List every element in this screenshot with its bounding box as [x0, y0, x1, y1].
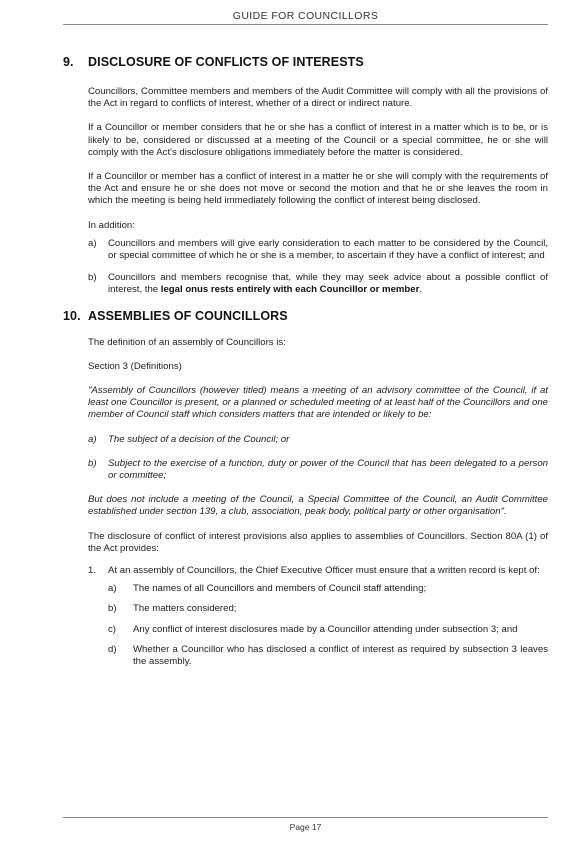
section-9-paragraph: If a Councillor or member considers that he or she has a conflict of interest in a matter which is to be, or is likely to be, considered or discussed at a meeting of the Council or a special committee, he or she will comply with the Act's disclosure obligations immediately before the matter is considered. [88, 122, 548, 158]
list-marker: c) [108, 623, 116, 635]
emphasis-text: legal onus rests entirely with each Councillor or member [160, 284, 420, 296]
list-marker: b) [88, 272, 97, 284]
section-9-body [88, 86, 548, 297]
section-9-paragraph: In addition: [88, 219, 135, 231]
list-item-text-start: Councillors and members recognise that, while they may seek advice about a possible conflict of interest, the [108, 272, 548, 296]
list-item [88, 272, 548, 296]
section-9-title: DISCLOSURE OF CONFLICTS OF INTERESTS [88, 55, 364, 69]
section-9-paragraph: Councillors, Committee members and members of the Audit Committee will comply with all the provisions of the Act in regard to conflicts of interest, whether of a direct or indirect nature. [88, 86, 548, 110]
list-item-text: The subject of a decision of the Council; or [108, 433, 290, 445]
list-item-text: Subject to the exercise of a function, duty or power of the Council that has been delegated to a person or committee; [108, 457, 548, 482]
section-10-paragraph: The definition of an assembly of Councillors is: [88, 336, 286, 348]
list-marker: b) [88, 457, 97, 469]
section-9-number: 9. [63, 55, 74, 69]
quote-list-item [88, 434, 548, 446]
section-10-body [88, 337, 548, 669]
sub-list-item [108, 644, 548, 668]
list-marker: a) [88, 237, 97, 249]
page-header: GUIDE FOR COUNCILLORS [232, 10, 379, 22]
section-10-paragraph: Section 3 (Definitions) [88, 360, 182, 372]
section-10-heading [63, 309, 548, 323]
list-item-text: The names of all Councillors and members of Council staff attending; [133, 583, 427, 595]
page-number: Page 17 [289, 822, 322, 832]
section-10-number: 10. [63, 308, 81, 323]
list-item-text: Councillors and members will give early consideration to each matter to be considered by the Council, or special committee of which he or she is a member, to ascertain if they have a conflict of interest; and [108, 237, 548, 262]
footer-rule [63, 817, 548, 818]
list-item-text: Whether a Councillor who has disclosed a conflict of interest as required by subsection 3 leaves the assembly. [133, 643, 548, 668]
list-item-text: The matters considered; [133, 603, 237, 615]
list-marker: a) [88, 433, 97, 445]
section-10-title: ASSEMBLIES OF COUNCILLORS [88, 308, 288, 323]
sub-list-item [108, 603, 548, 615]
section-10-paragraph: The disclosure of conflict of interest provisions also applies to assemblies of Councillors. Section 80A (1) of the Act provides: [88, 530, 548, 554]
list-item-text-end: . [419, 284, 423, 296]
list-item-text: Any conflict of interest disclosures made by a Councillor attending under subsection 3; and [133, 623, 518, 635]
definition-quote: "Assembly of Councillors (however titled) means a meeting of an advisory committee of the Council, if at least one Councillor is present, or a planned or scheduled meeting of at least half of the Councillors and one member of Council staff which considers matters that are intended or likely to be: [88, 385, 548, 421]
list-marker: 1. [88, 565, 97, 577]
page-content [63, 55, 548, 668]
sub-list-item [108, 583, 548, 595]
header-rule [63, 24, 548, 25]
quote-list-item [88, 458, 548, 482]
sub-list-item [108, 624, 548, 636]
numbered-item [88, 565, 548, 577]
section-9-paragraph: If a Councillor or member has a conflict of interest in a matter he or she will comply with the requirements of the Act and ensure he or she does not move or second the motion and that he or she leaves the room in which the meeting is being held immediately following the conflict of interest being disclosed. [88, 171, 548, 207]
numbered-item-text: At an assembly of Councillors, the Chief Executive Officer must ensure that a written record is kept of: [108, 565, 540, 577]
list-marker: a) [108, 583, 117, 595]
list-item [88, 238, 548, 262]
definition-quote-end: But does not include a meeting of the Council, a Special Committee of the Council, an Audit Committee established under section 139, a club, association, peak body, political party or other organisation". [88, 494, 548, 518]
list-marker: b) [108, 603, 117, 615]
list-item-text [108, 272, 548, 296]
section-9-heading [63, 55, 548, 69]
list-marker: d) [108, 643, 117, 655]
